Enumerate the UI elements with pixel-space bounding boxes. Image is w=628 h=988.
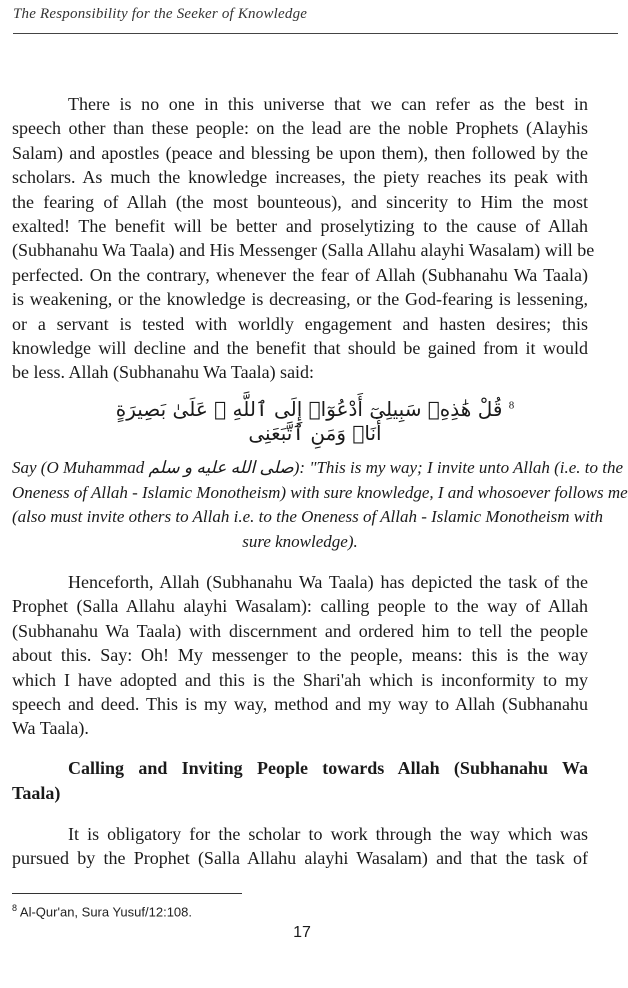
text-line: or a servant is tested with worldly engagement and hasten desires; this bbox=[12, 313, 588, 334]
text-line: exalted! The benefit will be better and proselytizing to the cause of Allah bbox=[12, 216, 588, 237]
paragraph-1 bbox=[12, 92, 595, 385]
text-line: (Subhanahu Wa Taala) with discernment and ordered him to tell the people bbox=[12, 620, 588, 641]
verse-translation bbox=[12, 456, 628, 554]
text-line: Prophet (Salla Allahu alayhi Wasalam): calling people to the way of Allah bbox=[12, 596, 588, 617]
text-line: There is no one in this universe that we can refer as the best in bbox=[68, 94, 588, 114]
text-line: speech other than these people: on the lead are the noble Prophets (Alayhis bbox=[12, 118, 588, 139]
text-line: Salam) and apostles (peace and blessing be upon them), then followed by the bbox=[12, 142, 588, 163]
quran-verse bbox=[110, 397, 520, 445]
quran-verse-text: قُلْ هَٰذِهِۦ سَبِيلِىٓ أَدْعُوٓا۟ إِلَى ٱللَّهِ ۚ عَلَىٰ بَصِيرَةٍ أَنَا۠ وَمَنِ ٱتَّبَعَنِى bbox=[115, 397, 503, 445]
translation-line: Oneness of Allah - Islamic Monotheism) with sure knowledge, I and whosoever follows me bbox=[12, 482, 628, 502]
section-heading bbox=[12, 756, 588, 805]
footnote-marker: 8 bbox=[508, 399, 515, 412]
footnote-number: 8 bbox=[12, 903, 18, 913]
page-number: 17 bbox=[293, 924, 311, 941]
paragraph-2 bbox=[12, 570, 588, 741]
text-line: is weakening, or the knowledge is decreasing, or the God-fearing is lessening, bbox=[12, 289, 588, 310]
footnote bbox=[12, 903, 192, 919]
text-line: Wa Taala). bbox=[12, 718, 89, 739]
text-line: knowledge will decline and the benefit that should be gained from it would bbox=[12, 338, 588, 359]
translation-line: Say (O Muhammad صلى الله عليه و سلم): "This is my way; I invite unto Allah (i.e. to the bbox=[12, 458, 624, 477]
heading-line: Taala) bbox=[12, 782, 61, 803]
footnote-text: Al-Qur'an, Sura Yusuf/12:108. bbox=[19, 904, 192, 920]
text-line: Henceforth, Allah (Subhanahu Wa Taala) has depicted the task of the bbox=[68, 572, 588, 592]
text-line: It is obligatory for the scholar to work through the way which was bbox=[68, 824, 588, 844]
footnote-rule bbox=[12, 893, 242, 894]
text-line: speech and deed. This is my way, method and my way to Allah (Subhanahu bbox=[12, 694, 588, 715]
text-line: perfected. On the contrary, whenever the fear of Allah (Subhanahu Wa Taala) bbox=[12, 264, 588, 285]
text-line: about this. Say: Oh! My messenger to the people, means: this is the way bbox=[12, 645, 588, 666]
text-line: pursued by the Prophet (Salla Allahu alayhi Wasalam) and that the task of bbox=[12, 848, 588, 869]
running-head-title: The Responsibility for the Seeker of Knowledge bbox=[13, 6, 308, 22]
text-line: scholars. As much the knowledge increases, the piety reaches its peak with bbox=[12, 167, 588, 188]
translation-line: (also must invite others to Allah i.e. to the Oneness of Allah - Islamic Monotheism with bbox=[12, 507, 604, 527]
text-line: which I have adopted and this is the Shari'ah which is inconformity to my bbox=[12, 669, 588, 690]
paragraph-3 bbox=[12, 822, 588, 871]
text-line: (Subhanahu Wa Taala) and His Messenger (Salla Allahu alayhi Wasalam) will be bbox=[12, 240, 595, 261]
text-line: be less. Allah (Subhanahu Wa Taala) said: bbox=[12, 362, 315, 383]
heading-line: Calling and Inviting People towards Allah (Subhanahu Wa bbox=[68, 758, 588, 778]
header-rule bbox=[13, 33, 618, 34]
running-head bbox=[13, 6, 618, 34]
translation-line: sure knowledge). bbox=[242, 531, 358, 551]
text-line: the fearing of Allah (the most bounteous), and sincerity to Him the most bbox=[12, 191, 588, 212]
